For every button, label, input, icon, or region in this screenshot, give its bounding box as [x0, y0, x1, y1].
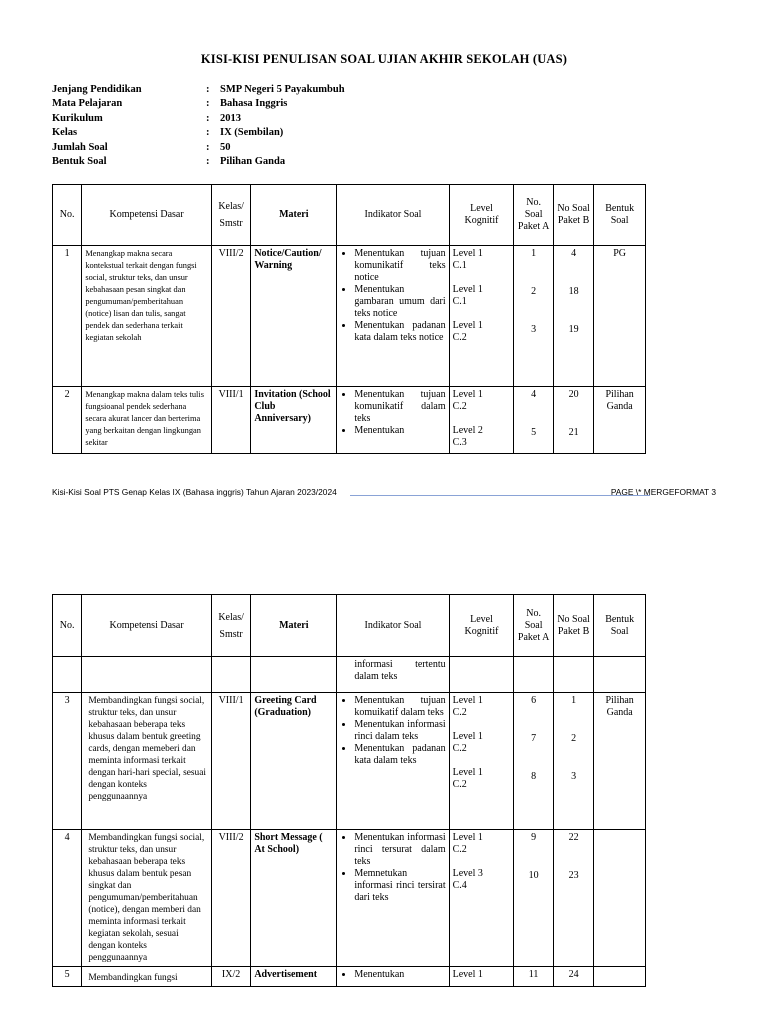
- row-bentuk-soal: [594, 967, 646, 987]
- row-level: [449, 967, 514, 987]
- header-kelas-smstr: Kelas/ Smstr: [211, 595, 250, 657]
- level-code: C.1: [452, 296, 467, 307]
- soal-number: 6: [531, 695, 537, 706]
- level-label: Level 1: [452, 284, 483, 295]
- soal-number: 22: [568, 832, 579, 843]
- level-label: Level 1: [452, 731, 483, 742]
- header-indikator-soal: Indikator Soal: [337, 185, 449, 246]
- level-code: C.2: [452, 743, 467, 754]
- soal-number: 23: [568, 870, 579, 881]
- table-row: [53, 967, 646, 987]
- soal-number: 9: [531, 832, 537, 843]
- meta-value: 50: [220, 141, 231, 153]
- soal-number: 20: [568, 389, 579, 400]
- indikator-item: • Menentukan gambaran umum dari teks notice: [354, 284, 445, 320]
- row-kelas: VIII/1: [211, 387, 250, 454]
- kompetensi-dasar-text: Membandingkan fungsi: [88, 973, 178, 983]
- row-paket-b: [553, 246, 593, 387]
- meta-colon: :: [206, 112, 210, 124]
- row-indikator-continued: [337, 657, 449, 693]
- level-code: C.3: [452, 437, 467, 448]
- row-no: 5: [53, 967, 82, 987]
- row-indikator: [337, 967, 449, 987]
- soal-number: 8: [531, 771, 537, 782]
- row-materi: Invitation (School Club Anniversary): [251, 387, 337, 454]
- soal-number: 19: [568, 324, 579, 335]
- header-paket-a: No. Soal Paket A: [514, 185, 553, 246]
- footer-page-field: PAGE \* MERGEFORMAT 3: [610, 487, 716, 497]
- header-bentuk-soal: Bentuk Soal: [594, 595, 646, 657]
- header-paket-b: No Soal Paket B: [553, 185, 593, 246]
- header-level-kognitif: Level Kognitif: [449, 595, 514, 657]
- indikator-item: • Menentukan informasi rinci dalam teks: [354, 719, 445, 743]
- row-paket-a: [514, 246, 553, 387]
- indikator-item: • Menentukan: [354, 969, 445, 981]
- level-code: C.2: [452, 779, 467, 790]
- row-no: 3: [53, 693, 82, 830]
- document-title: KISI-KISI PENULISAN SOAL UJIAN AKHIR SEKOLAH (UAS): [200, 52, 568, 66]
- level-label: Level 1: [452, 248, 483, 259]
- row-no: 1: [53, 246, 82, 387]
- soal-number: 5: [531, 427, 537, 438]
- level-label: Level 1: [452, 695, 483, 706]
- indikator-item: • Menentukan tujuan komunikatif dalam teks: [354, 389, 445, 425]
- level-label: Level 1: [452, 389, 483, 400]
- row-bentuk-soal: Pilihan Ganda: [594, 693, 646, 830]
- soal-number: 4: [531, 389, 537, 400]
- row-paket-b: [553, 830, 593, 967]
- row-kompetensi-dasar: Menangkap makna dalam teks tulis fungsioanal pendek sederhana secara akurat lancer dan berterima yang berkaitan dengan lingkungan sekitar: [82, 387, 212, 454]
- table-row: [53, 830, 646, 967]
- level-label: Level 1: [452, 767, 483, 778]
- document-meta: [52, 83, 345, 169]
- kisi-table-page-1: [52, 184, 646, 454]
- row-bentuk-soal: [594, 830, 646, 967]
- header-kompetensi-dasar: Kompetensi Dasar: [82, 595, 212, 657]
- soal-number: 1: [531, 248, 537, 259]
- header-no: No.: [53, 595, 82, 657]
- indikator-item: • Menentukan tujuan komunikatif teks notice: [354, 248, 445, 284]
- row-materi: Notice/Caution/ Warning: [251, 246, 337, 387]
- meta-colon: :: [206, 156, 210, 168]
- footer-divider: [350, 495, 650, 496]
- row-indikator: [337, 387, 449, 454]
- soal-number: 3: [571, 771, 577, 782]
- meta-row-mapel: [52, 97, 345, 111]
- row-kelas: VIII/2: [211, 830, 250, 967]
- meta-value: IX (Sembilan): [220, 127, 284, 139]
- meta-label: Bentuk Soal: [52, 156, 107, 168]
- indikator-item: • Menentukan informasi rinci tersurat dalam teks: [354, 832, 445, 868]
- meta-row-jumlah: [52, 141, 345, 155]
- header-bentuk-soal: Bentuk Soal: [594, 185, 646, 246]
- soal-number: 2: [531, 286, 537, 297]
- soal-number: 7: [531, 733, 537, 744]
- indikator-item: • Menentukan padanan kata dalam teks notice: [354, 320, 445, 344]
- row-materi: Short Message ( At School): [251, 830, 337, 967]
- soal-number: 18: [568, 286, 579, 297]
- level-code: C.4: [452, 880, 467, 891]
- meta-value: SMP Negeri 5 Payakumbuh: [220, 84, 345, 95]
- header-kompetensi-dasar: Kompetensi Dasar: [82, 185, 212, 246]
- row-no: 4: [53, 830, 82, 967]
- header-materi: Materi: [251, 185, 337, 246]
- row-kompetensi-dasar: Membandingkan fungsi social, struktur teks, dan unsur kebahasaan beberapa teks khusus dalam bentuk pesan singkat dan pengumuman/pemberitahuan (notice), dengan memberi dan meminta informasi terkait kegiatan sekolah, sesuai dengan konteks penggunaannya: [82, 830, 212, 967]
- kisi-table-page-2: [52, 594, 646, 987]
- row-paket-a: [514, 387, 553, 454]
- row-bentuk-soal: PG: [594, 246, 646, 387]
- row-paket-a: [514, 693, 553, 830]
- meta-colon: :: [206, 98, 210, 110]
- row-level: [449, 246, 514, 387]
- row-indikator: [337, 246, 449, 387]
- row-paket-a: [514, 830, 553, 967]
- header-paket-b: No Soal Paket B: [553, 595, 593, 657]
- row-paket-b: [553, 387, 593, 454]
- soal-number: 3: [531, 324, 537, 335]
- level-label: Level 1: [452, 832, 483, 843]
- row-kompetensi-dasar: Menangkap makna secara kontekstual terkait dengan fungsi social, struktur teks, dan unsur kebahasaan pesan singkat dan pengumuman/pemberitahuan (notice) lisan dan tulis, sangat pendek dan sederhana terkait kegiatan sekolah: [82, 246, 212, 387]
- meta-row-bentuk: [52, 155, 345, 169]
- table-header-row: [53, 185, 646, 246]
- footer-text: Kisi-Kisi Soal PTS Genap Kelas IX (Bahasa inggris) Tahun Ajaran 2023/2024: [52, 487, 337, 497]
- row-kelas: VIII/2: [211, 246, 250, 387]
- level-label: Level 3: [452, 868, 483, 879]
- meta-label: Jenjang Pendidikan: [52, 84, 142, 95]
- level-label: Level 1: [452, 969, 483, 980]
- row-kompetensi-dasar: [82, 967, 212, 987]
- row-no: 2: [53, 387, 82, 454]
- row-level: [449, 693, 514, 830]
- meta-label: Kelas: [52, 127, 78, 139]
- row-materi: Greeting Card (Graduation): [251, 693, 337, 830]
- header-paket-a: No. Soal Paket A: [514, 595, 553, 657]
- meta-colon: :: [206, 127, 210, 139]
- table-header-row: [53, 595, 646, 657]
- table-row: [53, 246, 646, 387]
- row-level: [449, 830, 514, 967]
- header-no: No.: [53, 185, 82, 246]
- meta-row-jenjang: [52, 83, 345, 97]
- row-materi: Advertisement: [251, 967, 337, 987]
- soal-number: 2: [571, 733, 577, 744]
- level-label: Level 1: [452, 320, 483, 331]
- indikator-item: • Menentukan tujuan komuikatif dalam teks: [354, 695, 445, 719]
- row-indikator: [337, 830, 449, 967]
- soal-number: 21: [568, 427, 579, 438]
- table-row: [53, 693, 646, 830]
- meta-label: Kurikulum: [52, 112, 103, 124]
- meta-row-kurikulum: [52, 112, 345, 126]
- meta-colon: :: [206, 84, 210, 95]
- indikator-item: • Menentukan: [354, 425, 445, 437]
- row-paket-b: [553, 693, 593, 830]
- header-kelas-smstr: Kelas/ Smstr: [211, 185, 250, 246]
- level-code: C.2: [452, 707, 467, 718]
- meta-value: Pilihan Ganda: [220, 156, 286, 168]
- level-code: C.2: [452, 844, 467, 855]
- meta-value: 2013: [220, 112, 241, 124]
- indikator-item: • Menentukan padanan kata dalam teks: [354, 743, 445, 767]
- meta-value: Bahasa Inggris: [220, 98, 288, 110]
- level-label: Level 2: [452, 425, 483, 436]
- indikator-continued-text: informasi tertentu dalam teks: [354, 659, 446, 682]
- indikator-item: • Memnetukan informasi rinci tersirat dari teks: [354, 868, 445, 904]
- soal-number: 4: [571, 248, 577, 259]
- meta-label: Jumlah Soal: [52, 141, 108, 153]
- soal-number: 1: [571, 695, 577, 706]
- soal-number: 10: [528, 870, 539, 881]
- header-materi: Materi: [251, 595, 337, 657]
- row-bentuk-soal: Pilihan Ganda: [594, 387, 646, 454]
- row-level: [449, 387, 514, 454]
- level-code: C.1: [452, 260, 467, 271]
- row-kelas: VIII/1: [211, 693, 250, 830]
- row-paket-a: 11: [514, 967, 553, 987]
- meta-label: Mata Pelajaran: [52, 98, 123, 110]
- row-indikator: [337, 693, 449, 830]
- meta-row-kelas: [52, 126, 345, 140]
- row-kompetensi-dasar: Membandingkan fungsi social, struktur teks, dan unsur kebahasaan beberapa teks khusus dalam bentuk greeting cards, dengan memeberi dan meminta informasi terkait dengan hari-hari special, sesuai dengan konteks penggunaannya: [82, 693, 212, 830]
- table-row: [53, 387, 646, 454]
- level-code: C.2: [452, 332, 467, 343]
- header-indikator-soal: Indikator Soal: [337, 595, 449, 657]
- header-level-kognitif: Level Kognitif: [449, 185, 514, 246]
- level-code: C.2: [452, 401, 467, 412]
- table-row-continued: [53, 657, 646, 693]
- meta-colon: :: [206, 141, 210, 153]
- row-kelas: IX/2: [211, 967, 250, 987]
- row-paket-b: 24: [553, 967, 593, 987]
